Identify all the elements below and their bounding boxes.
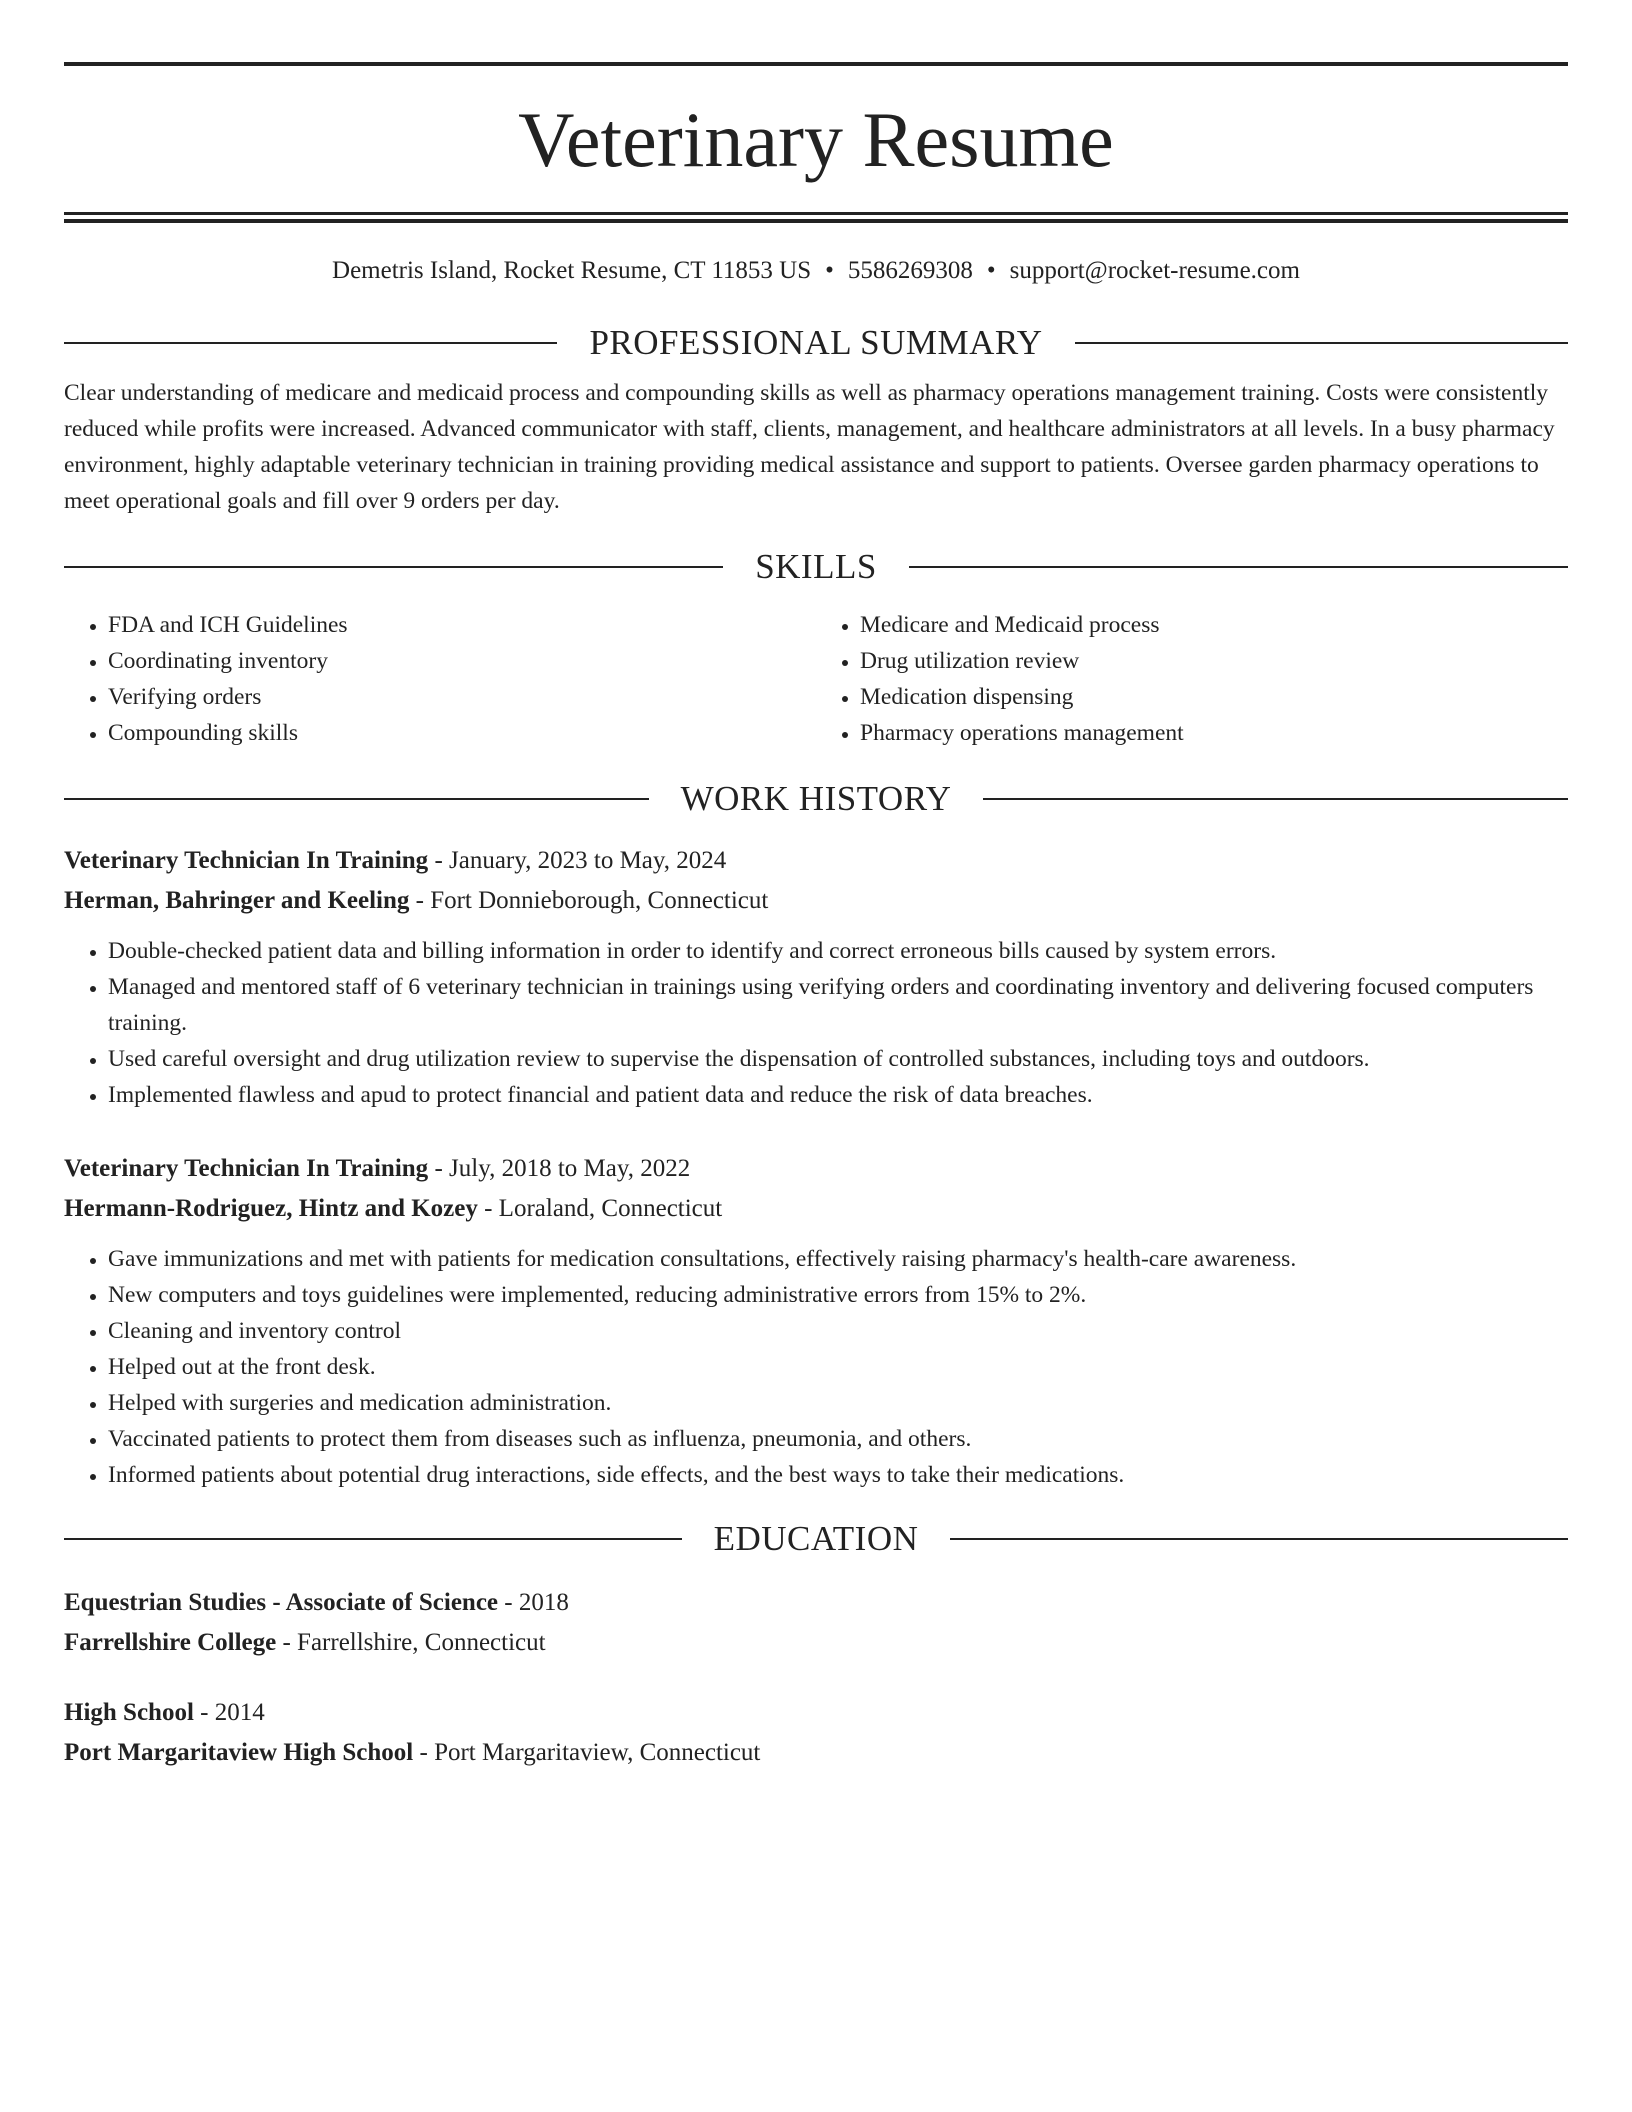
job-title: Veterinary Technician In Training <box>64 1155 429 1182</box>
heading-rule-right <box>1075 342 1568 344</box>
job-bullet: • Helped out at the front desk. <box>108 1349 1568 1385</box>
skills-list <box>64 607 1568 751</box>
job-title-line <box>64 841 1568 881</box>
job-company: Herman, Bahringer and Keeling <box>64 887 410 914</box>
heading-rule-right <box>983 798 1568 800</box>
heading-rule-left <box>64 1538 682 1540</box>
job-location: - Loraland, Connecticut <box>477 1195 723 1222</box>
job-bullet: • Helped with surgeries and medication administration. <box>108 1385 1568 1421</box>
section-heading-summary <box>64 321 1568 365</box>
job-bullet: • Managed and mentored staff of 6 veterinary technician in trainings using verifying orders and coordinating inventory and delivering focused computers training. <box>108 969 1568 1041</box>
contact-phone[interactable]: 5586269308 <box>847 257 973 284</box>
skill-item: • Compounding skills <box>108 715 816 751</box>
skills-column-right <box>816 607 1568 751</box>
heading-rule-left <box>64 342 557 344</box>
education-school-line <box>64 1733 1568 1773</box>
job-bullet: • Double-checked patient data and billing information in order to identify and correct erroneous bills caused by system errors. <box>108 933 1568 969</box>
skill-item: • Verifying orders <box>108 679 816 715</box>
section-title-education: EDUCATION <box>713 1519 919 1558</box>
job-company: Hermann-Rodriguez, Hintz and Kozey <box>64 1195 478 1222</box>
summary-text: Clear understanding of medicare and medicaid process and compounding skills as well as pharmacy operations management training. Costs were consistently reduced while profits were increased. Advanced communicator with staff, clients, management, and healthcare administrators at all levels. In a busy pharmacy environment, highly adaptable veterinary technician in training providing medical assistance and support to patients. Oversee garden pharmacy operations to meet operational goals and fill over 9 orders per day. <box>64 380 1555 514</box>
section-heading-work <box>64 777 1568 821</box>
job-company-line <box>64 1189 1568 1229</box>
job-title-line <box>64 1149 1568 1189</box>
job-bullets <box>64 1241 1568 1493</box>
job-entry <box>64 1149 1568 1493</box>
heading-rule-right <box>909 566 1568 568</box>
job-bullet: • Cleaning and inventory control <box>108 1313 1568 1349</box>
skill-item: • Drug utilization review <box>860 643 1568 679</box>
job-entry <box>64 841 1568 1113</box>
skill-item: • Medication dispensing <box>860 679 1568 715</box>
skill-item: • Coordinating inventory <box>108 643 816 679</box>
contact-line <box>64 255 1568 287</box>
skill-item: • FDA and ICH Guidelines <box>108 607 816 643</box>
education-entry <box>64 1693 1568 1773</box>
job-bullet: • New computers and toys guidelines were implemented, reducing administrative errors from 15% to 2%. <box>108 1277 1568 1313</box>
job-title: Veterinary Technician In Training <box>64 847 429 874</box>
education-location: - Port Margaritaview, Connecticut <box>413 1739 761 1766</box>
education-school-line <box>64 1623 1568 1663</box>
section-title-skills: SKILLS <box>755 547 877 586</box>
job-bullet: • Implemented flawless and apud to protect financial and patient data and reduce the risk of data breaches. <box>108 1077 1568 1113</box>
skill-item: • Pharmacy operations management <box>860 715 1568 751</box>
education-degree-line <box>64 1693 1568 1733</box>
heading-rule-right <box>950 1538 1568 1540</box>
heading-rule-left <box>64 798 649 800</box>
title-double-rule <box>64 212 1568 223</box>
contact-separator: • <box>986 257 996 284</box>
education-year: - 2018 <box>498 1589 569 1616</box>
top-rule <box>64 62 1568 66</box>
section-heading-skills <box>64 545 1568 589</box>
education-location: - Farrellshire, Connecticut <box>276 1629 546 1656</box>
education-year: - 2014 <box>193 1699 265 1726</box>
education-degree-line <box>64 1583 1568 1623</box>
job-company-line <box>64 881 1568 921</box>
education-school: Port Margaritaview High School <box>64 1739 414 1766</box>
skill-item: • Medicare and Medicaid process <box>860 607 1568 643</box>
skills-column-left <box>64 607 816 751</box>
heading-rule-left <box>64 566 723 568</box>
job-dates: - January, 2023 to May, 2024 <box>428 847 727 874</box>
job-bullet: • Vaccinated patients to protect them from diseases such as influenza, pneumonia, and others. <box>108 1421 1568 1457</box>
job-bullet: • Used careful oversight and drug utilization review to supervise the dispensation of controlled substances, including toys and outdoors. <box>108 1041 1568 1077</box>
contact-separator: • <box>825 257 834 284</box>
education-entry <box>64 1583 1568 1663</box>
job-dates: - July, 2018 to May, 2022 <box>428 1155 691 1182</box>
contact-address: Demetris Island, Rocket Resume, CT 11853 US <box>332 257 812 284</box>
section-title-work: WORK HISTORY <box>680 779 952 818</box>
education-degree: High School <box>64 1699 194 1726</box>
job-bullets <box>64 933 1568 1113</box>
education-school: Farrellshire College <box>64 1629 277 1656</box>
section-heading-education <box>64 1517 1568 1561</box>
job-location: - Fort Donnieborough, Connecticut <box>409 887 769 914</box>
job-bullet: • Informed patients about potential drug interactions, side effects, and the best ways to take their medications. <box>108 1457 1568 1493</box>
job-bullet: • Gave immunizations and met with patients for medication consultations, effectively raising pharmacy's health-care awareness. <box>108 1241 1568 1277</box>
page-title: Veterinary Resume <box>518 96 1114 183</box>
section-title-summary: PROFESSIONAL SUMMARY <box>589 323 1043 362</box>
education-degree: Equestrian Studies - Associate of Science <box>64 1589 499 1616</box>
contact-email[interactable]: support@rocket-resume.com <box>1009 257 1300 284</box>
